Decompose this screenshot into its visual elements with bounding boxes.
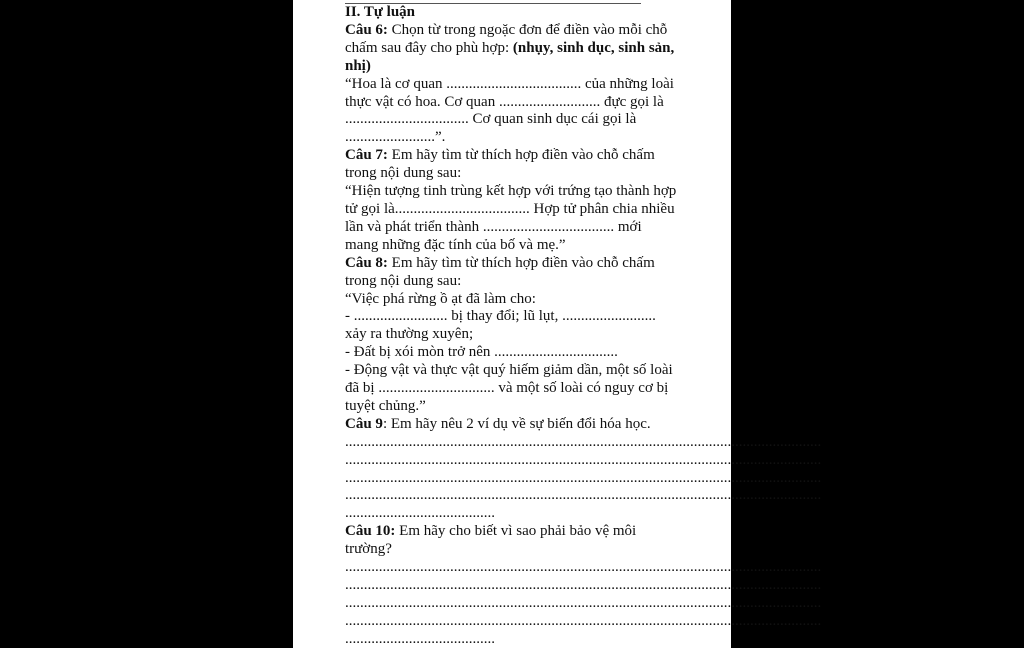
q10-answer-line: ............................................................................................................................... <box>345 594 822 611</box>
q9-answer-line: ............................................................................................................................... <box>345 487 822 504</box>
q8-fill-line-6: đã bị ............................... và một số loài có nguy cơ bị <box>345 380 669 397</box>
q7-fill-line-3: lần và phát triển thành ................................... mới <box>345 218 642 235</box>
q9-answer-line: ............................................................................................................................... <box>345 433 822 450</box>
q10-answer-line: ............................................................................................................................... <box>345 576 822 593</box>
q10-answer-line-short: ........................................ <box>345 630 495 647</box>
q8-fill-line-3: xảy ra thường xuyên; <box>345 326 474 343</box>
q7-label: Câu 7: <box>345 147 388 164</box>
q10-prompt-line-1: Câu 10: Em hãy cho biết vì sao phải bảo vệ môi <box>345 523 637 540</box>
q7-prompt-line-1: Câu 7: Em hãy tìm từ thích hợp điền vào chỗ chấm <box>345 147 655 164</box>
q6-fill-line-3: ................................. Cơ quan sinh dục cái gọi là <box>345 111 637 128</box>
q9-answer-line-short: ........................................ <box>345 505 495 522</box>
q8-fill-line-1: “Việc phá rừng ồ ạt đã làm cho: <box>345 290 536 307</box>
q8-fill-line-4: - Đất bị xói mòn trở nên ................................. <box>345 344 618 361</box>
q7-fill-line-1: “Hiện tượng tinh trùng kết hợp với trứng tạo thành hợp <box>345 183 677 200</box>
q10-answer-line: ............................................................................................................................... <box>345 612 822 629</box>
q6-options-line-2: nhị) <box>345 57 371 74</box>
q10-prompt-line-2: trường? <box>345 541 392 558</box>
q7-fill-line-4: mang những đặc tính của bố và mẹ.” <box>345 236 566 253</box>
q6-options: (nhụy, sinh dục, sinh sản, <box>512 39 675 56</box>
q7-prompt-line-2: trong nội dung sau: <box>345 165 462 182</box>
q9-answer-line: ............................................................................................................................... <box>345 469 822 486</box>
q8-fill-line-5: - Động vật và thực vật quý hiếm giảm dần, một số loài <box>345 362 673 379</box>
q6-fill-line-1: “Hoa là cơ quan .................................... của những loài <box>345 75 674 92</box>
q9-prompt: Câu 9: Em hãy nêu 2 ví dụ về sự biến đổi hóa học. <box>345 415 651 432</box>
q10-label: Câu 10: <box>345 523 396 540</box>
document-page <box>293 0 822 648</box>
q6-fill-line-2: thực vật có hoa. Cơ quan ........................... đực gọi là <box>345 93 664 110</box>
q8-label: Câu 8: <box>345 254 388 271</box>
q10-answer-line: ............................................................................................................................... <box>345 559 822 576</box>
q8-prompt-line-1: Câu 8: Em hãy tìm từ thích hợp điền vào chỗ chấm <box>345 254 655 271</box>
q8-prompt-line-2: trong nội dung sau: <box>345 272 462 289</box>
q9-answer-line: ............................................................................................................................... <box>345 451 822 468</box>
page-content <box>345 4 822 648</box>
q6-label: Câu 6: <box>345 21 388 38</box>
section-title: II. Tự luận <box>345 4 416 20</box>
q7-fill-line-2: tử gọi là.................................... Hợp tử phân chia nhiều <box>345 200 675 217</box>
q6-prompt-line-2: chấm sau đây cho phù hợp: (nhụy, sinh dục, sinh sản, <box>345 39 675 56</box>
q6-fill-line-4: ........................”. <box>345 129 446 146</box>
q8-fill-line-7: tuyệt chủng.” <box>345 397 426 414</box>
q8-fill-line-2: - ......................... bị thay đổi; lũ lụt, ......................... <box>345 308 656 325</box>
q9-label: Câu 9 <box>345 415 383 432</box>
q6-prompt-line-1: Câu 6: Chọn từ trong ngoặc đơn để điền vào mỗi chỗ <box>345 21 668 38</box>
